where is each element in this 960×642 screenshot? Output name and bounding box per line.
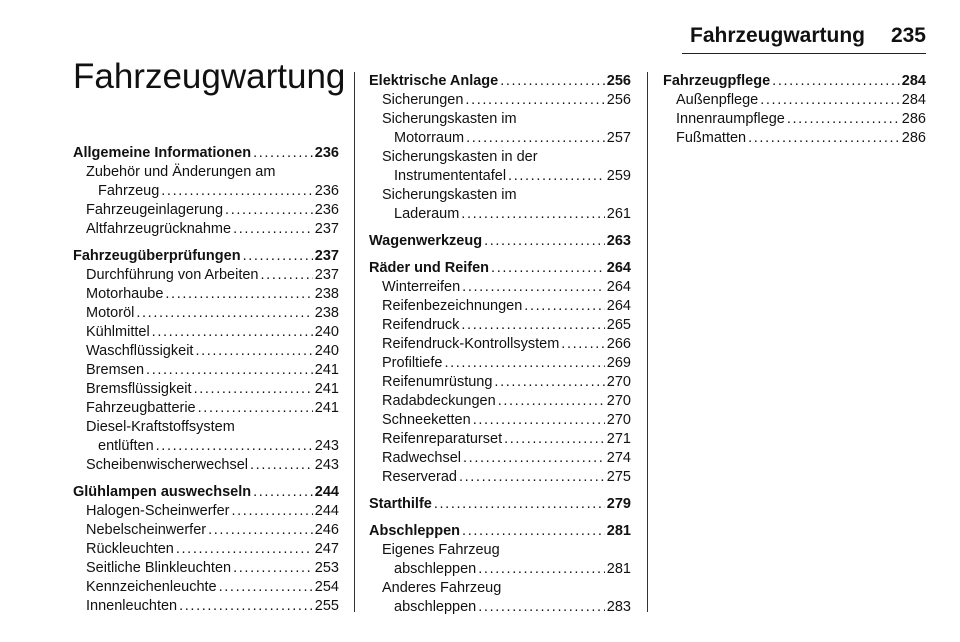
toc-entry-page: 236 bbox=[314, 145, 339, 161]
toc-entry-page: 259 bbox=[606, 168, 631, 184]
toc-entry-page: 264 bbox=[606, 260, 631, 276]
toc-entry-label: abschleppen bbox=[394, 561, 477, 577]
toc-entry-first-line: Sicherungskasten in der bbox=[382, 149, 538, 165]
toc-entry-page: 241 bbox=[314, 362, 339, 378]
toc-entry[interactable] bbox=[369, 392, 631, 411]
toc-entry-label: Motoröl bbox=[86, 305, 135, 321]
toc-section bbox=[369, 259, 631, 487]
toc-column-2 bbox=[369, 72, 631, 625]
toc-entry[interactable] bbox=[73, 323, 339, 342]
toc-entry-label: Fahrzeugpflege bbox=[663, 73, 771, 89]
toc-entry[interactable] bbox=[73, 399, 339, 418]
toc-entry-page: 254 bbox=[314, 579, 339, 595]
toc-entry[interactable] bbox=[663, 91, 926, 110]
toc-section-heading[interactable] bbox=[369, 495, 631, 514]
toc-entry-label: Reserverad bbox=[382, 469, 457, 485]
toc-entry-page: 244 bbox=[314, 503, 339, 519]
toc-entry-label: Reifendruck bbox=[382, 317, 460, 333]
toc-entry-page: 238 bbox=[314, 286, 339, 302]
toc-entry-page: 246 bbox=[314, 522, 339, 538]
toc-section bbox=[369, 522, 631, 617]
toc-entry-label: Profiltiefe bbox=[382, 355, 443, 371]
toc-entry[interactable] bbox=[369, 129, 631, 148]
toc-entry-label: Kennzeichenleuchte bbox=[86, 579, 217, 595]
toc-entry-page: 243 bbox=[314, 457, 339, 473]
toc-entry-page: 241 bbox=[314, 381, 339, 397]
toc-entry[interactable] bbox=[369, 278, 631, 297]
toc-entry[interactable] bbox=[369, 373, 631, 392]
toc-entry-label: Rückleuchten bbox=[86, 541, 174, 557]
toc-entry[interactable] bbox=[73, 182, 339, 201]
toc-entry-page: 256 bbox=[606, 92, 631, 108]
toc-entry-page: 286 bbox=[901, 130, 926, 146]
toc-section-heading[interactable] bbox=[369, 232, 631, 251]
toc-entry-page: 255 bbox=[314, 598, 339, 614]
toc-entry-page: 274 bbox=[606, 450, 631, 466]
toc-entry-label: Fahrzeugeinlagerung bbox=[86, 202, 224, 218]
toc-entry-first-line: Anderes Fahrzeug bbox=[382, 580, 502, 596]
toc-entry-page: 247 bbox=[314, 541, 339, 557]
dot-leader bbox=[508, 167, 605, 186]
toc-entry-page: 269 bbox=[606, 355, 631, 371]
dot-leader bbox=[498, 392, 605, 411]
toc-entry[interactable] bbox=[73, 285, 339, 304]
toc-entry[interactable] bbox=[73, 361, 339, 380]
dot-leader bbox=[748, 129, 900, 148]
dot-leader bbox=[225, 201, 313, 220]
toc-entry-page: 253 bbox=[314, 560, 339, 576]
dot-leader bbox=[152, 323, 313, 342]
toc-entry-page: 284 bbox=[901, 73, 926, 89]
toc-entry-label: Schneeketten bbox=[382, 412, 471, 428]
dot-leader bbox=[478, 598, 605, 617]
toc-entry[interactable] bbox=[73, 220, 339, 239]
toc-section-heading[interactable] bbox=[369, 522, 631, 541]
toc-entry-page: 237 bbox=[314, 267, 339, 283]
dot-leader bbox=[491, 259, 605, 278]
dot-leader bbox=[504, 430, 605, 449]
toc-entry[interactable] bbox=[369, 354, 631, 373]
toc-entry-label: Abschleppen bbox=[369, 523, 461, 539]
dot-leader bbox=[484, 232, 605, 251]
toc-entry[interactable] bbox=[369, 411, 631, 430]
toc-entry-label: Kühlmittel bbox=[86, 324, 150, 340]
toc-entry[interactable] bbox=[73, 559, 339, 578]
toc-entry[interactable] bbox=[369, 449, 631, 468]
toc-entry[interactable] bbox=[73, 437, 339, 456]
dot-leader bbox=[772, 72, 900, 91]
header-rule bbox=[682, 53, 926, 54]
dot-leader bbox=[461, 205, 605, 224]
toc-entry-label: abschleppen bbox=[394, 599, 477, 615]
toc-section bbox=[369, 495, 631, 514]
toc-entry[interactable] bbox=[663, 110, 926, 129]
toc-entry-page: 281 bbox=[606, 523, 631, 539]
toc-entry-label: Waschflüssigkeit bbox=[86, 343, 194, 359]
toc-entry-page: 243 bbox=[314, 438, 339, 454]
dot-leader bbox=[500, 72, 605, 91]
toc-entry-page: 238 bbox=[314, 305, 339, 321]
toc-entry-label: Innenraumpflege bbox=[676, 111, 785, 127]
toc-entry[interactable] bbox=[73, 304, 339, 323]
toc-entry-page: 275 bbox=[606, 469, 631, 485]
toc-entry-page: 270 bbox=[606, 374, 631, 390]
toc-entry[interactable] bbox=[73, 578, 339, 597]
toc-entry-label: Nebelscheinwerfer bbox=[86, 522, 207, 538]
dot-leader bbox=[253, 144, 313, 163]
toc-section bbox=[663, 72, 926, 148]
column-divider bbox=[647, 72, 648, 612]
toc-entry-first-line: Sicherungskasten im bbox=[382, 111, 517, 127]
toc-entry[interactable] bbox=[369, 167, 631, 186]
dot-leader bbox=[787, 110, 900, 129]
column-divider bbox=[354, 72, 355, 612]
page-number: 235 bbox=[890, 24, 926, 47]
toc-entry-label: Allgemeine Informationen bbox=[73, 145, 252, 161]
toc-entry[interactable] bbox=[73, 521, 339, 540]
dot-leader bbox=[760, 91, 900, 110]
toc-entry-page: 244 bbox=[314, 484, 339, 500]
dot-leader bbox=[233, 220, 313, 239]
toc-entry[interactable] bbox=[73, 201, 339, 220]
toc-entry-page: 284 bbox=[901, 92, 926, 108]
dot-leader bbox=[463, 449, 605, 468]
toc-entry-label: Sicherungen bbox=[382, 92, 464, 108]
toc-entry[interactable] bbox=[663, 129, 926, 148]
dot-leader bbox=[473, 411, 605, 430]
toc-entry-label: Starthilfe bbox=[369, 496, 432, 512]
toc-entry-page: 263 bbox=[606, 233, 631, 249]
toc-entry-page: 257 bbox=[606, 130, 631, 146]
dot-leader bbox=[194, 380, 313, 399]
toc-entry-page: 240 bbox=[314, 343, 339, 359]
toc-section-heading[interactable] bbox=[369, 72, 631, 91]
toc-entry-page: 265 bbox=[606, 317, 631, 333]
dot-leader bbox=[465, 91, 604, 110]
toc-section-heading[interactable] bbox=[73, 144, 339, 163]
dot-leader bbox=[261, 266, 313, 285]
dot-leader bbox=[156, 437, 313, 456]
toc-entry[interactable] bbox=[73, 597, 339, 616]
toc-entry-page: 236 bbox=[314, 183, 339, 199]
dot-leader bbox=[459, 468, 605, 487]
dot-leader bbox=[179, 597, 313, 616]
toc-entry-label: Innenleuchten bbox=[86, 598, 178, 614]
dot-leader bbox=[461, 316, 604, 335]
toc-entry-label: Fußmatten bbox=[676, 130, 747, 146]
toc-section-heading[interactable] bbox=[73, 247, 339, 266]
toc-entry-label: Fahrzeug bbox=[98, 183, 160, 199]
dot-leader bbox=[494, 373, 604, 392]
toc-entry-page: 237 bbox=[314, 221, 339, 237]
toc-entry-label: Fahrzeugbatterie bbox=[86, 400, 196, 416]
dot-leader bbox=[561, 335, 605, 354]
toc-entry-page: 241 bbox=[314, 400, 339, 416]
dot-leader bbox=[434, 495, 605, 514]
toc-entry[interactable] bbox=[369, 560, 631, 579]
toc-section bbox=[73, 247, 339, 475]
toc-entry-label: Radabdeckungen bbox=[382, 393, 496, 409]
toc-entry-page: 240 bbox=[314, 324, 339, 340]
toc-entry-label: Altfahrzeugrücknahme bbox=[86, 221, 232, 237]
toc-entry[interactable] bbox=[73, 456, 339, 475]
dot-leader bbox=[165, 285, 312, 304]
dot-leader bbox=[444, 354, 604, 373]
toc-entry-page: 264 bbox=[606, 298, 631, 314]
toc-entry-first-line: Diesel-Kraftstoffsystem bbox=[86, 419, 235, 435]
toc-entry-label: Bremsflüssigkeit bbox=[86, 381, 192, 397]
toc-entry-label: Wagenwerkzeug bbox=[369, 233, 483, 249]
toc-entry-page: 281 bbox=[606, 561, 631, 577]
dot-leader bbox=[253, 483, 313, 502]
dot-leader bbox=[243, 247, 313, 266]
toc-entry-first-line: Eigenes Fahrzeug bbox=[382, 542, 500, 558]
toc-entry[interactable] bbox=[73, 380, 339, 399]
toc-section-heading[interactable] bbox=[663, 72, 926, 91]
toc-section-heading[interactable] bbox=[73, 483, 339, 502]
dot-leader bbox=[146, 361, 313, 380]
toc-entry[interactable] bbox=[73, 342, 339, 361]
toc-entry[interactable] bbox=[73, 266, 339, 285]
dot-leader bbox=[231, 502, 312, 521]
toc-entry-label: Durchführung von Arbeiten bbox=[86, 267, 259, 283]
dot-leader bbox=[219, 578, 313, 597]
toc-entry-label: Glühlampen auswechseln bbox=[73, 484, 252, 500]
dot-leader bbox=[195, 342, 312, 361]
toc-entry-page: 286 bbox=[901, 111, 926, 127]
running-header bbox=[682, 14, 926, 54]
toc-entry-page: 271 bbox=[606, 431, 631, 447]
dot-leader bbox=[208, 521, 313, 540]
toc-entry[interactable] bbox=[369, 316, 631, 335]
toc-entry[interactable] bbox=[369, 335, 631, 354]
dot-leader bbox=[462, 278, 605, 297]
toc-entry-page: 270 bbox=[606, 412, 631, 428]
toc-entry-label: Motorraum bbox=[394, 130, 465, 146]
toc-entry-label: Bremsen bbox=[86, 362, 145, 378]
toc-entry-label: Halogen-Scheinwerfer bbox=[86, 503, 230, 519]
toc-entry-page: 264 bbox=[606, 279, 631, 295]
dot-leader bbox=[466, 129, 605, 148]
toc-section bbox=[73, 483, 339, 616]
toc-entry[interactable] bbox=[369, 598, 631, 617]
toc-entry[interactable] bbox=[369, 205, 631, 224]
dot-leader bbox=[478, 560, 605, 579]
toc-entry-label: Radwechsel bbox=[382, 450, 461, 466]
toc-entry-label: Reifenreparaturset bbox=[382, 431, 503, 447]
toc-entry-label: Elektrische Anlage bbox=[369, 73, 499, 89]
dot-leader bbox=[524, 297, 605, 316]
toc-entry-label: Fahrzeugüberprüfungen bbox=[73, 248, 241, 264]
dot-leader bbox=[462, 522, 605, 541]
toc-entry[interactable] bbox=[73, 540, 339, 559]
toc-entry-page: 283 bbox=[606, 599, 631, 615]
toc-entry-label: Reifendruck-Kontrollsystem bbox=[382, 336, 560, 352]
toc-entry-label: Scheibenwischerwechsel bbox=[86, 457, 248, 473]
toc-entry[interactable] bbox=[369, 91, 631, 110]
toc-entry[interactable] bbox=[73, 502, 339, 521]
toc-section bbox=[369, 72, 631, 224]
toc-section bbox=[73, 144, 339, 239]
toc-entry[interactable] bbox=[369, 430, 631, 449]
dot-leader bbox=[161, 182, 313, 201]
toc-section-heading[interactable] bbox=[369, 259, 631, 278]
toc-entry-label: Räder und Reifen bbox=[369, 260, 490, 276]
toc-entry-page: 256 bbox=[606, 73, 631, 89]
toc-entry-label: Außenpflege bbox=[676, 92, 759, 108]
toc-entry-label: Instrumententafel bbox=[394, 168, 507, 184]
dot-leader bbox=[176, 540, 313, 559]
toc-entry[interactable] bbox=[369, 468, 631, 487]
dot-leader bbox=[250, 456, 313, 475]
toc-column-3 bbox=[663, 72, 926, 156]
running-header-title: Fahrzeugwartung bbox=[690, 24, 866, 47]
toc-entry-label: Motorhaube bbox=[86, 286, 164, 302]
toc-entry[interactable] bbox=[369, 297, 631, 316]
toc-entry-label: Reifenbezeichnungen bbox=[382, 298, 523, 314]
toc-entry-page: 279 bbox=[606, 496, 631, 512]
toc-entry-page: 261 bbox=[606, 206, 631, 222]
toc-entry-label: Seitliche Blinkleuchten bbox=[86, 560, 232, 576]
chapter-title: Fahrzeugwartung bbox=[73, 57, 346, 96]
toc-entry-label: Laderaum bbox=[394, 206, 460, 222]
toc-entry-page: 237 bbox=[314, 248, 339, 264]
dot-leader bbox=[198, 399, 313, 418]
toc-column-1 bbox=[73, 144, 339, 624]
dot-leader bbox=[136, 304, 312, 323]
toc-entry-label: entlüften bbox=[98, 438, 154, 454]
toc-entry-page: 236 bbox=[314, 202, 339, 218]
toc-entry-page: 266 bbox=[606, 336, 631, 352]
toc-entry-page: 270 bbox=[606, 393, 631, 409]
toc-section bbox=[369, 232, 631, 251]
toc-entry-first-line: Zubehör und Änderungen am bbox=[86, 164, 276, 180]
toc-entry-first-line: Sicherungskasten im bbox=[382, 187, 517, 203]
dot-leader bbox=[233, 559, 313, 578]
toc-entry-label: Winterreifen bbox=[382, 279, 461, 295]
toc-entry-label: Reifenumrüstung bbox=[382, 374, 493, 390]
